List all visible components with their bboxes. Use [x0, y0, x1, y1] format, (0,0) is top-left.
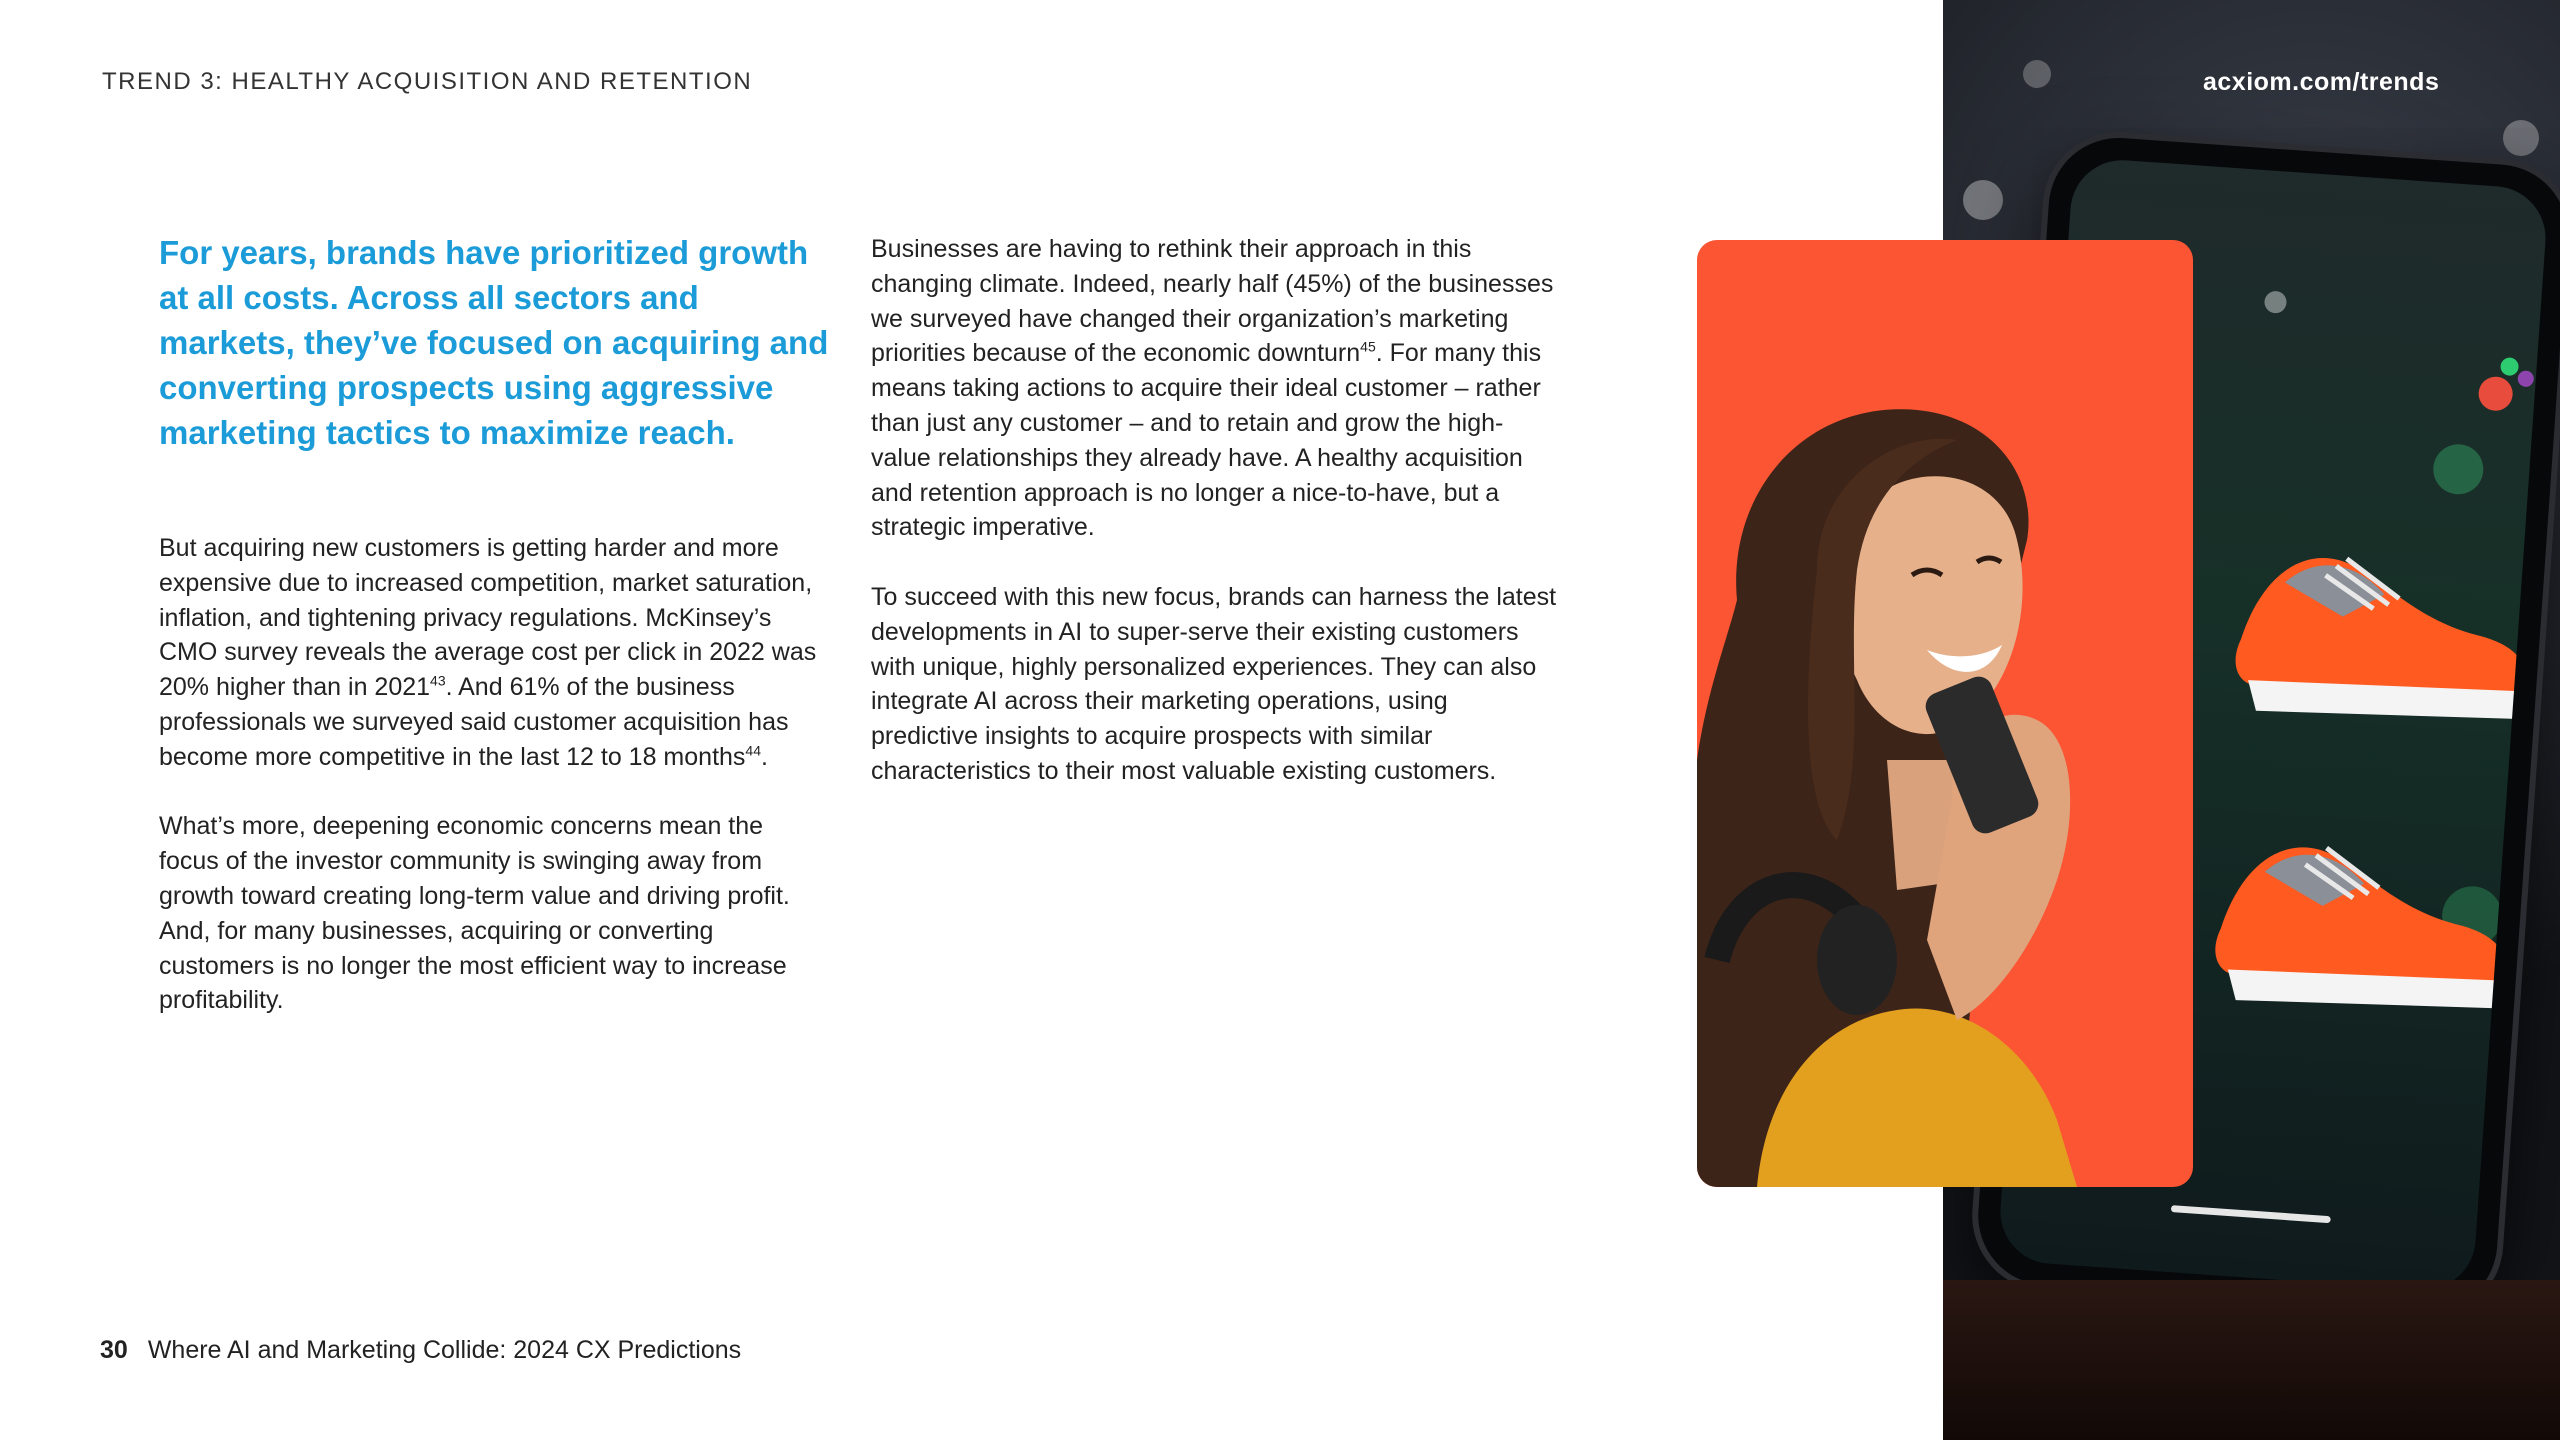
website-url[interactable]: acxiom.com/trends [2203, 68, 2440, 96]
floor [1943, 1280, 2560, 1440]
lead-paragraph: For years, brands have prioritized growth at all costs. Across all sectors and markets, they’ve focused on acquiring and converting prospects using aggressive marketing tactics to maximize reach. [159, 234, 829, 451]
document-title: Where AI and Marketing Collide: 2024 CX Predictions [147, 1336, 742, 1364]
middle-paragraph-1 [871, 232, 1561, 545]
left-paragraph-1 [159, 531, 819, 775]
middle-column [871, 232, 1561, 824]
home-indicator [2171, 1205, 2331, 1223]
footnote-ref-44[interactable]: 44 [745, 742, 761, 759]
footnote-ref-45[interactable]: 45 [1360, 339, 1376, 356]
footnote-ref-43[interactable]: 43 [430, 672, 446, 689]
left-p1-text-c: . [761, 742, 768, 771]
mid-p1-text-a: Businesses are having to rethink their approach in this changing climate. Indeed, nearly half (45%) of the businesses we surveyed have changed their organization’s marketing priorities because of the economic downturn [871, 235, 1554, 368]
left-p1-text-a: But acquiring new customers is getting harder and more expensive due to increased competition, market saturation, inflation, and tightening privacy regulations. McKinsey’s CMO survey reveals the average cost per click in 2022 was 20% higher than in 2021 [159, 534, 817, 702]
left-column [159, 531, 819, 1053]
sneaker-top [2215, 498, 2549, 750]
page-footer [100, 1336, 741, 1365]
section-label: TREND 3: HEALTHY ACQUISITION AND RETENTION [102, 68, 753, 95]
woman-illustration [1697, 240, 2193, 1187]
woman-on-phone-photo [1697, 240, 2193, 1187]
left-p1-text-b: . And 61% of the business professionals we surveyed said customer acquisition has become more competitive in the last 12 to 18 months [159, 673, 789, 771]
left-paragraph-2: What’s more, deepening economic concerns mean the focus of the investor community is swinging away from growth toward creating long-term value and driving profit. And, for many businesses, acquiring or converting customers is no longer the most efficient way to increase profitability. [159, 812, 790, 1015]
page-number: 30 [100, 1336, 128, 1364]
mid-p1-text-b: . For many this means taking actions to acquire their ideal customer – rather than just any customer – and to retain and grow the high-value relationships they already have. A healthy acquisition and retention approach is no longer a nice-to-have, but a strategic imperative. [871, 339, 1542, 542]
middle-paragraph-2: To succeed with this new focus, brands can harness the latest developments in AI to super-serve their existing customers with unique, highly personalized experiences. They can also integrate AI across their marketing operations, using predictive insights to acquire prospects with similar characteristics to their most valuable existing customers. [871, 582, 1557, 785]
sneaker-bottom [2194, 788, 2529, 1040]
